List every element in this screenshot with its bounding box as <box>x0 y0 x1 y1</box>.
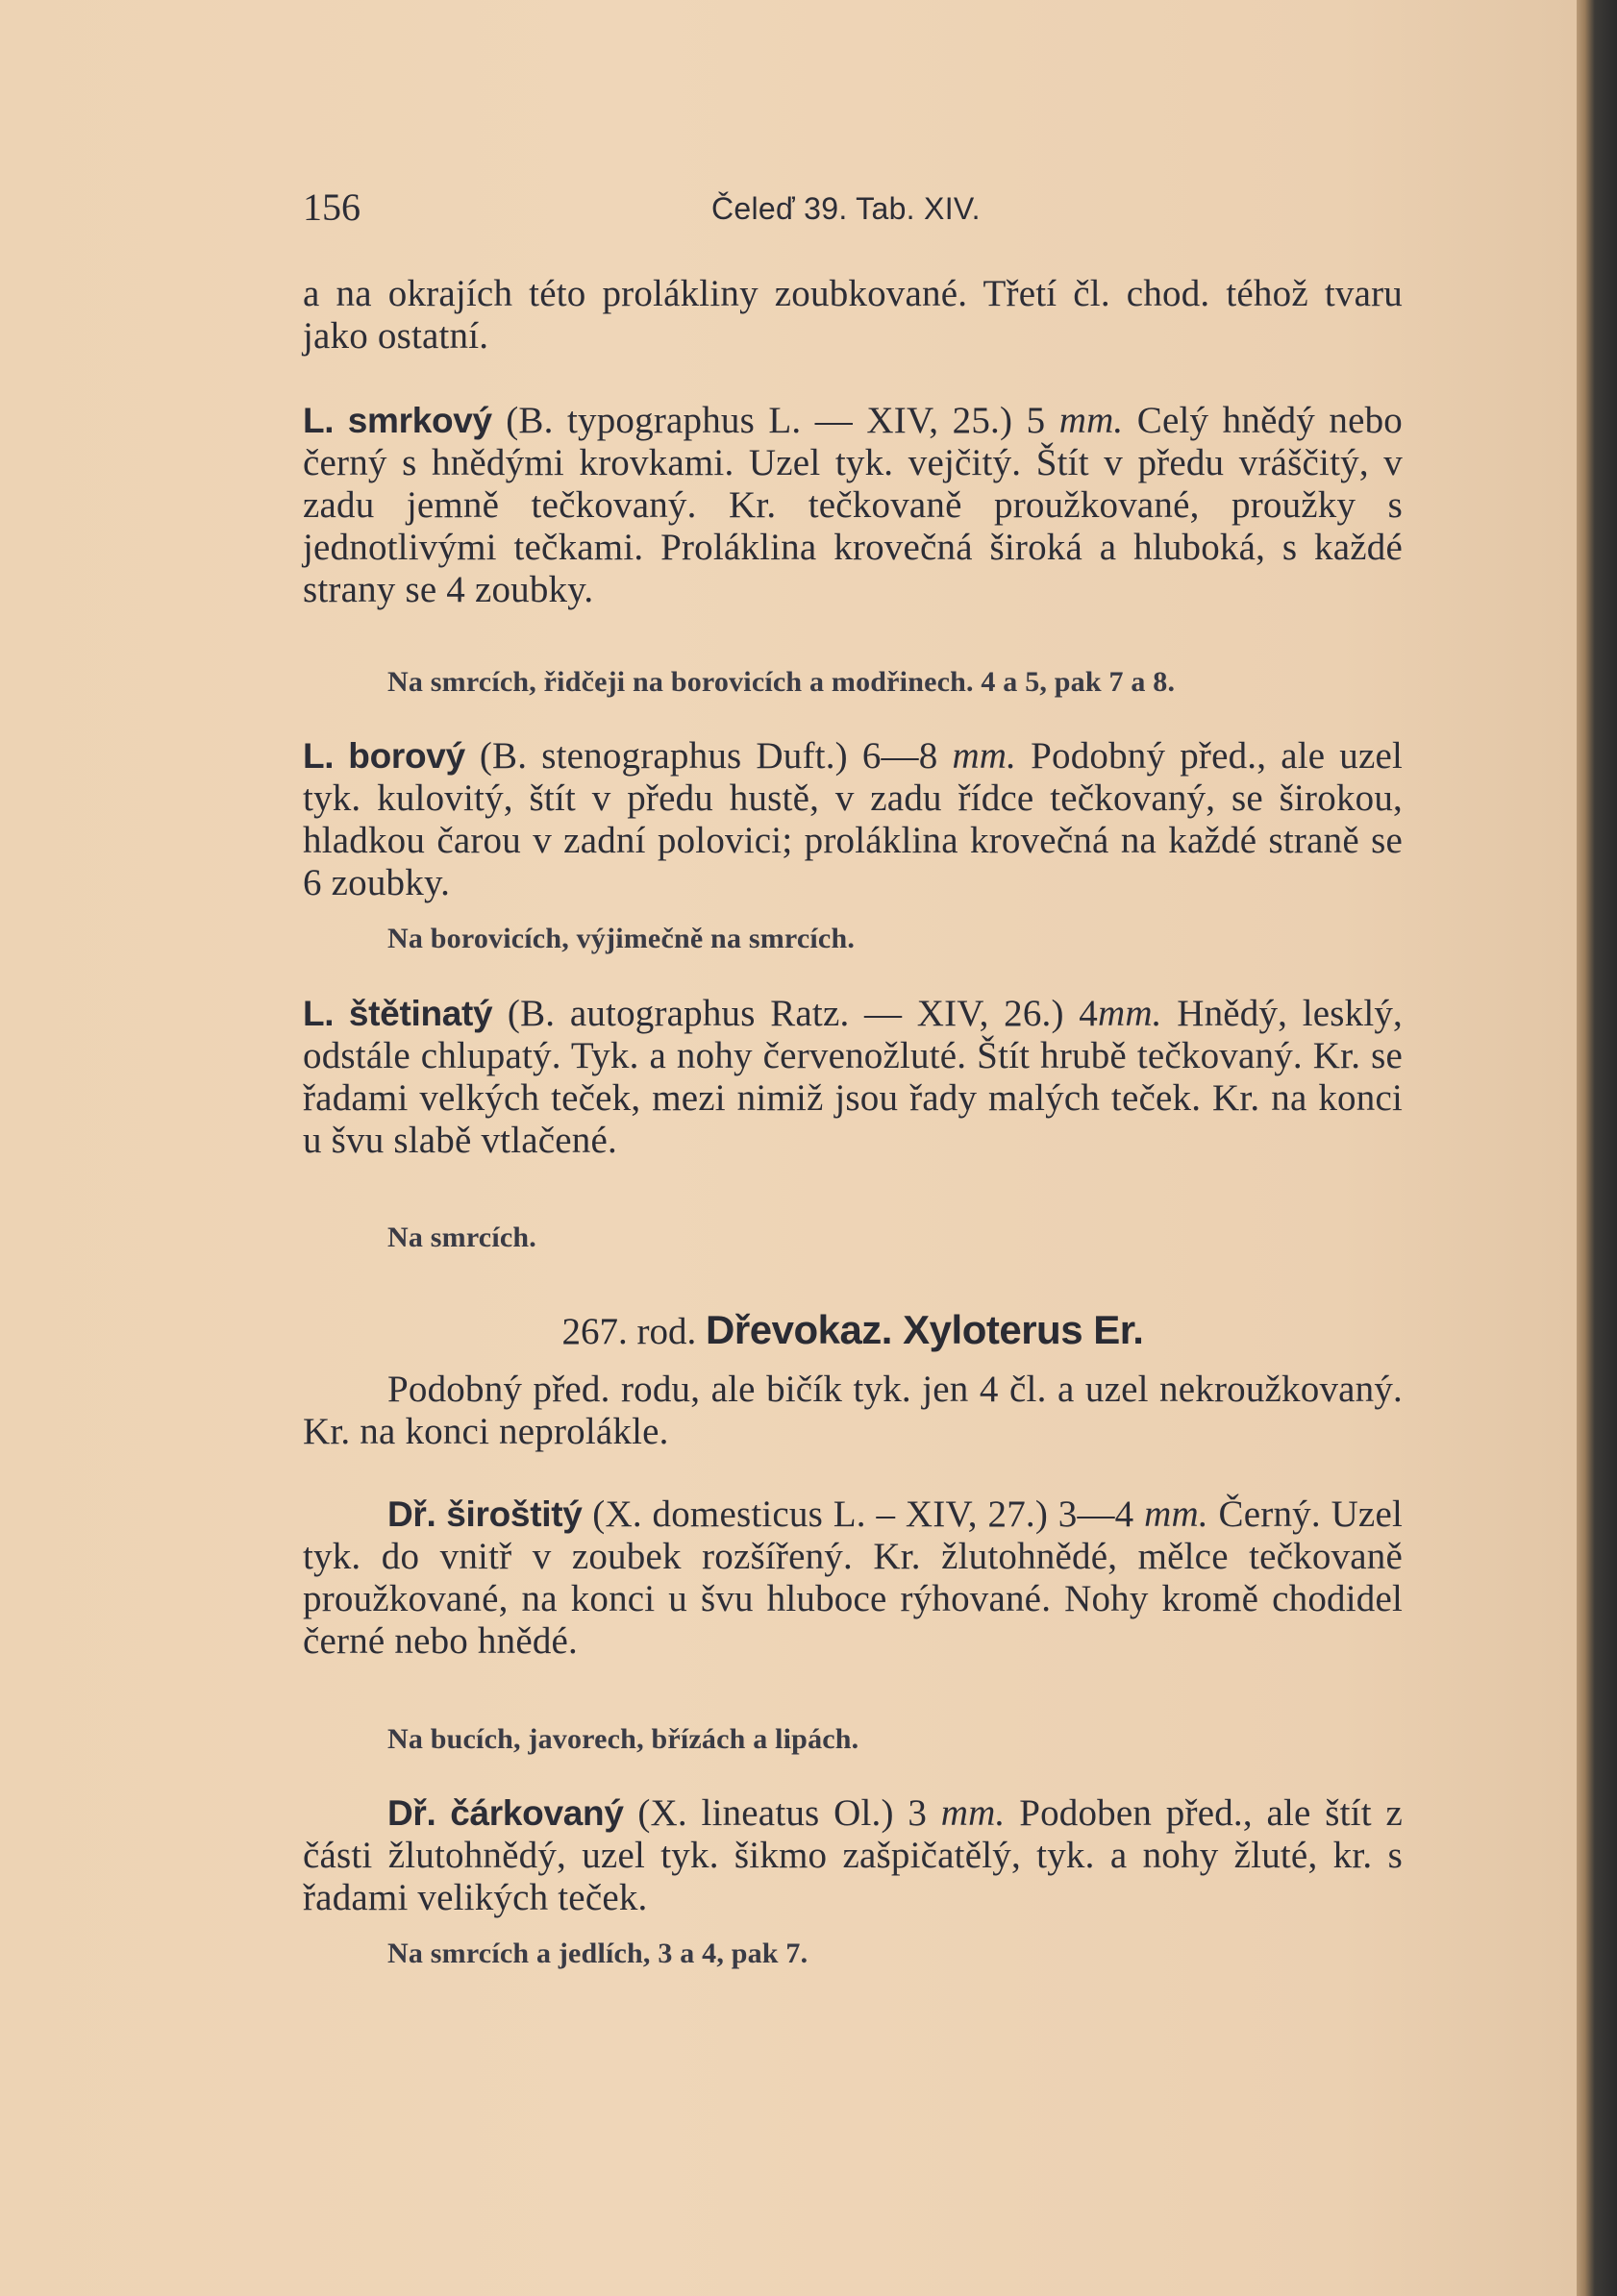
species-habitat-note: Na smrcích a jedlích, 3 a 4, pak 7. <box>387 1938 808 1969</box>
species-name: Dř. čárkovaný <box>387 1793 624 1833</box>
species-name: L. borový <box>303 736 465 776</box>
measure-unit: mm. <box>1058 400 1124 441</box>
measure-unit: mm. <box>952 735 1017 777</box>
species-description-start: (X. lineatus Ol.) 3 <box>623 1792 941 1834</box>
species-name: L. štětinatý <box>303 994 493 1033</box>
species-description: Podoben před., ale štít z části žlutohnědý, uzel tyk. šikmo zašpičatělý, tyk. a nohy žluté, kr. s řadami velikých teček. <box>303 1792 1403 1918</box>
intro-paragraph: a na okrajích této prolákliny zoubkované. Třetí čl. chod. téhož tvaru jako ostatní. <box>303 273 1403 357</box>
species-entry-stetinaty <box>303 993 1403 1162</box>
genus-number: 267. rod. <box>561 1311 697 1352</box>
page-header <box>303 185 1403 233</box>
species-description-start: (X. domesticus L. – XIV, 27.) 3—4 <box>582 1494 1145 1535</box>
species-habitat-note: Na smrcích, řidčeji na borovicích a modřinech. 4 a 5, pak 7 a 8. <box>387 666 1176 698</box>
genus-description: Podobný před. rodu, ale bičík tyk. jen 4 čl. a uzel nekroužkovaný. Kr. na konci neprolákle. <box>303 1369 1403 1452</box>
page-number: 156 <box>303 185 361 229</box>
species-habitat-note: Na bucích, javorech, břízách a lipách. <box>387 1723 859 1755</box>
species-description-start: (B. typographus L. — XIV, 25.) 5 <box>491 400 1059 441</box>
species-description: Černý. Uzel tyk. do vnitř v zoubek rozšířený. Kr. žlutohnědé, mělce tečkovaně proužkované, na konci u švu hluboce rýhované. Nohy kromě chodidel černé nebo hnědé. <box>303 1494 1403 1662</box>
species-description-start: (B. stenographus Duft.) 6—8 <box>464 735 953 777</box>
running-head: Čeleď 39. Tab. XIV. <box>711 191 981 226</box>
species-description-start: (B. autographus Ratz. — XIV, 26.) 4 <box>492 993 1098 1034</box>
measure-unit: mm. <box>1097 993 1162 1034</box>
species-description: Podobný před., ale uzel tyk. kulovitý, štít v předu hustě, v zadu řídce tečkovaný, se širokou, hladkou čarou v zadní polovici; proláklina krovečná na každé straně se 6 zoubky. <box>303 735 1404 903</box>
measure-unit: mm. <box>940 1792 1006 1834</box>
genus-heading <box>303 1307 1403 1353</box>
species-habitat-note: Na borovicích, výjimečně na smrcích. <box>387 923 856 954</box>
species-entry-smrkovy <box>303 400 1403 611</box>
species-entry-srirostity <box>303 1494 1403 1663</box>
species-name: Dř. široštitý <box>387 1494 583 1534</box>
species-description: Celý hnědý nebo černý s hnědými krovkami. Uzel tyk. vejčitý. Štít v předu vráščitý, v zadu jemně tečkovaný. Kr. tečkovaně proužkované, proužky s jednotlivými tečkami. Proláklina krovečná široká a hluboká, s každé strany se 4 zoubky. <box>303 400 1403 610</box>
book-spine-edge <box>1577 0 1617 2296</box>
species-habitat-note: Na smrcích. <box>387 1222 536 1253</box>
species-entry-borovy <box>303 735 1403 904</box>
species-entry-carkovany <box>303 1792 1403 1919</box>
species-name: L. smrkový <box>303 401 492 440</box>
genus-name: Dřevokaz. Xyloterus Er. <box>706 1307 1144 1352</box>
species-description: Hnědý, lesklý, odstále chlupatý. Tyk. a nohy červenožluté. Štít hrubě tečkovaný. Kr. se řadami velkých teček, mezi nimiž jsou řady malých teček. Kr. na konci u švu slabě vtlačené. <box>303 993 1403 1161</box>
measure-unit: mm. <box>1144 1494 1208 1535</box>
